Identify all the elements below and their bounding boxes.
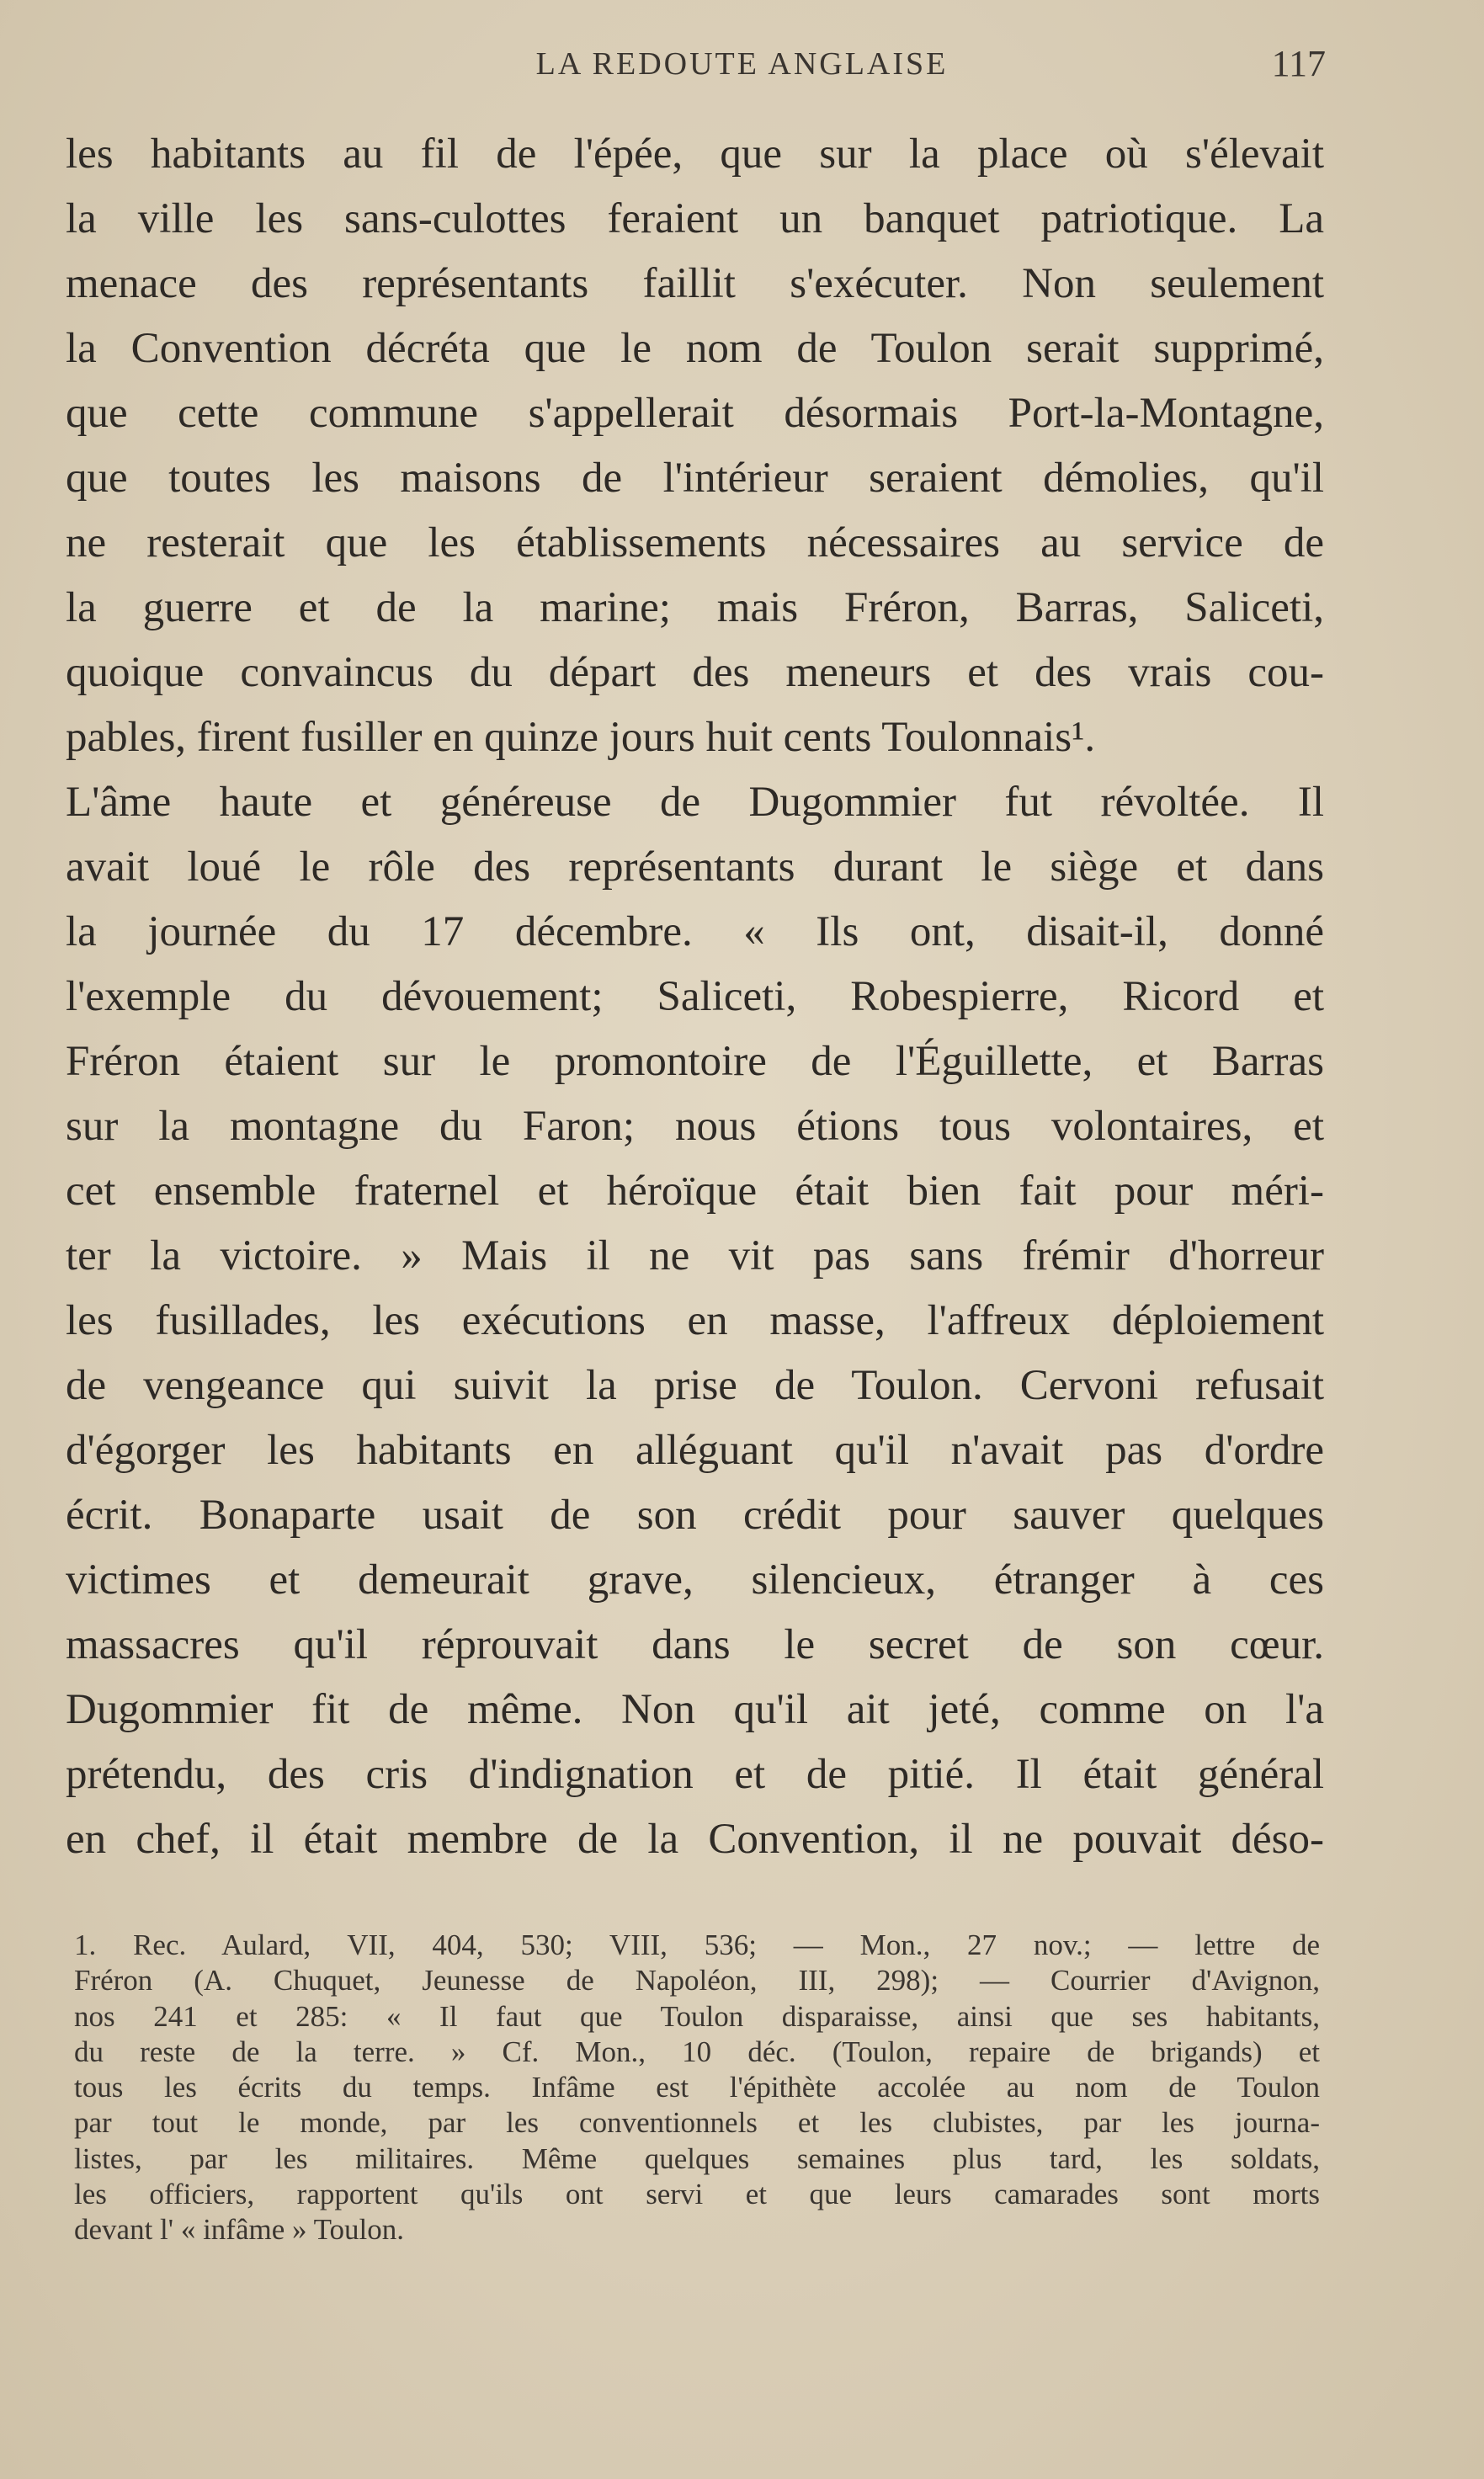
text-line: Dugommier fit de même. Non qu'il ait jeté, comme on l'a [66,1686,1324,1733]
footnote-line: 1. Rec. Aulard, VII, 404, 530; VIII, 536; — Mon., 27 nov.; — lettre de [74,1928,1320,1961]
text-line: pables, firent fusiller en quinze jours huit cents Toulonnais¹. [66,714,1096,761]
page-header [0,37,1484,96]
text-line: que toutes les maisons de l'intérieur seraient démolies, qu'il [66,455,1324,502]
footnote-line: les officiers, rapportent qu'ils ont servi et que leurs camarades sont morts [74,2178,1320,2211]
text-line: la ville les sans-culottes feraient un banquet patriotique. La [66,195,1324,242]
text-line: la guerre et de la marine; mais Fréron, Barras, Saliceti, [66,584,1324,631]
text-line: quoique convaincus du départ des meneurs et des vrais cou- [66,649,1324,696]
running-title: LA REDOUTE ANGLAISE [535,46,949,82]
text-line: Fréron étaient sur le promontoire de l'Éguillette, et Barras [66,1038,1324,1085]
text-line: d'égorger les habitants en alléguant qu'il n'avait pas d'ordre [66,1427,1324,1474]
text-line: L'âme haute et généreuse de Dugommier fut révoltée. Il [66,779,1324,826]
text-line: la Convention décréta que le nom de Toulon serait supprimé, [66,325,1324,372]
text-line: que cette commune s'appellerait désormais Port-la-Montagne, [66,390,1324,437]
footnote-line: tous les écrits du temps. Infâme est l'épithète accolée au nom de Toulon [74,2071,1320,2104]
footnotes [74,1928,1320,2248]
page-number: 117 [1271,43,1326,84]
text-line: ne resterait que les établissements nécessaires au service de [66,519,1324,567]
text-line: menace des représentants faillit s'exécuter. Non seulement [66,260,1324,307]
text-line: de vengeance qui suivit la prise de Toulon. Cervoni refusait [66,1362,1324,1409]
text-line: cet ensemble fraternel et héroïque était bien fait pour méri- [66,1168,1324,1215]
text-line: les habitants au fil de l'épée, que sur la place où s'élevait [66,130,1324,178]
main-text [66,122,1324,1872]
text-line: massacres qu'il réprouvait dans le secret de son cœur. [66,1621,1324,1668]
text-line: sur la montagne du Faron; nous étions tous volontaires, et [66,1103,1324,1150]
text-line: la journée du 17 décembre. « Ils ont, disait-il, donné [66,908,1324,955]
text-line: écrit. Bonaparte usait de son crédit pour sauver quelques [66,1492,1324,1539]
footnote-line: par tout le monde, par les conventionnels et les clubistes, par les journa- [74,2106,1320,2140]
footnote-line: Fréron (A. Chuquet, Jeunesse de Napoléon, III, 298); — Courrier d'Avignon, [74,1964,1320,1998]
text-line: prétendu, des cris d'indignation et de pitié. Il était général [66,1751,1324,1798]
text-line: ter la victoire. » Mais il ne vit pas sans frémir d'horreur [66,1232,1324,1279]
text-line: l'exemple du dévouement; Saliceti, Robespierre, Ricord et [66,973,1324,1020]
footnote-line: nos 241 et 285: « Il faut que Toulon disparaisse, ainsi que ses habitants, [74,1999,1320,2033]
footnote-line: du reste de la terre. » Cf. Mon., 10 déc. (Toulon, repaire de brigands) et [74,2035,1320,2068]
text-line: victimes et demeurait grave, silencieux, étranger à ces [66,1556,1324,1604]
footnote-line: listes, par les militaires. Même quelques semaines plus tard, les soldats, [74,2141,1320,2175]
footnote-line: devant l' « infâme » Toulon. [74,2213,405,2247]
text-line: les fusillades, les exécutions en masse, l'affreux déploiement [66,1297,1324,1344]
text-line: en chef, il était membre de la Convention, il ne pouvait déso- [66,1816,1324,1863]
text-line: avait loué le rôle des représentants durant le siège et dans [66,843,1324,891]
